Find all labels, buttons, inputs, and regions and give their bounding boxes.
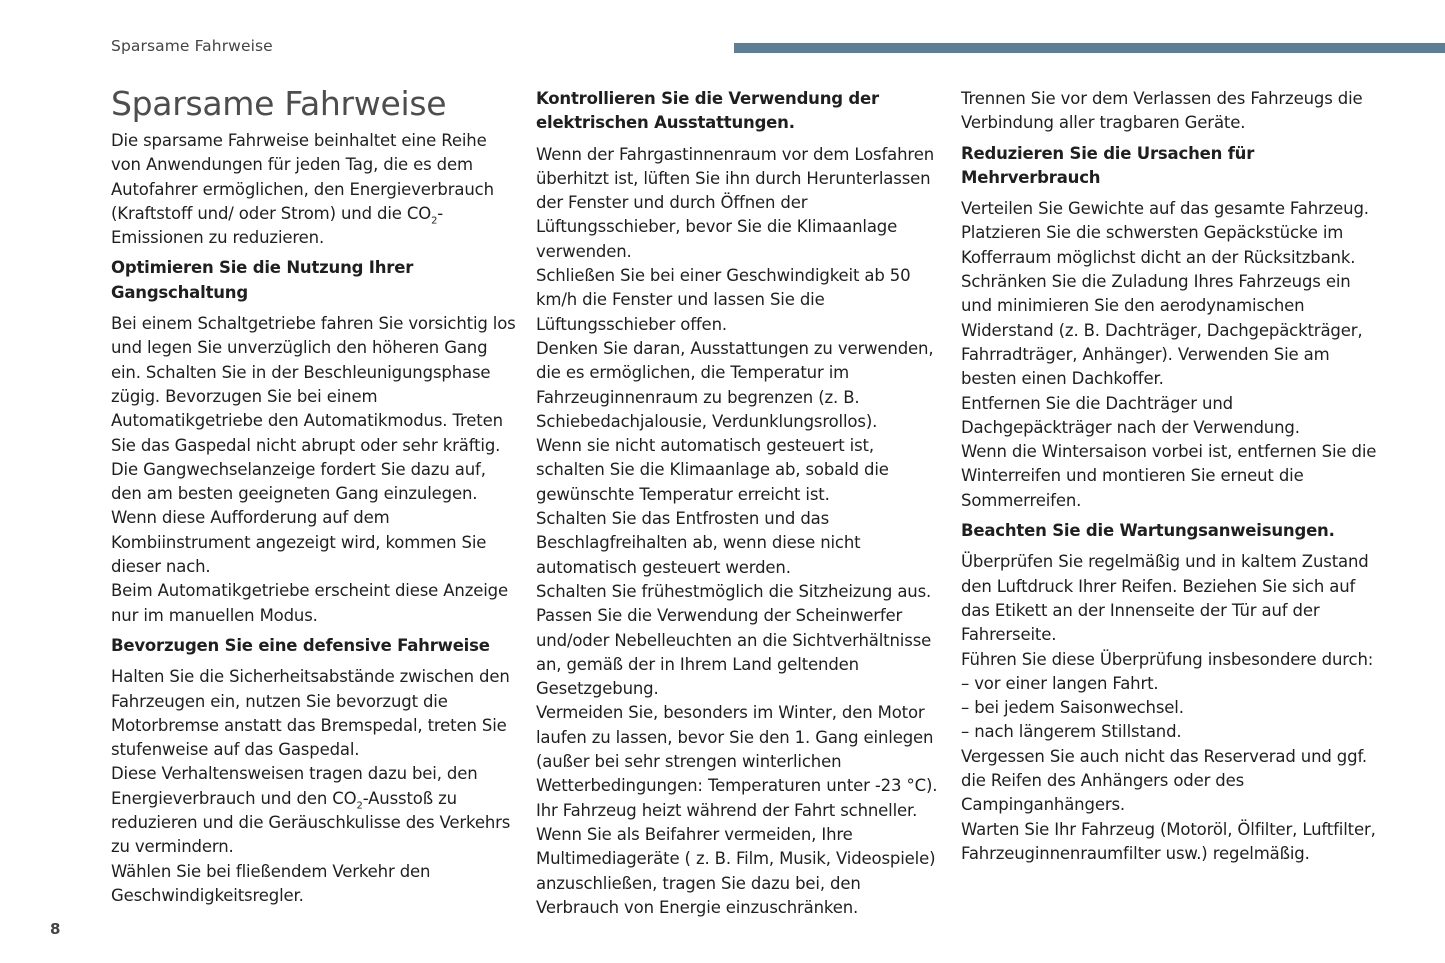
paragraph: Trennen Sie vor dem Verlassen des Fahrzeugs die Verbindung aller tragbaren Geräte. bbox=[961, 89, 1363, 133]
paragraph: Schalten Sie frühestmöglich die Sitzheizung aus. bbox=[536, 581, 932, 601]
section-heading-defensive: Bevorzugen Sie eine defensive Fahrweise bbox=[111, 635, 490, 655]
paragraph: Wenn Sie als Beifahrer vermeiden, Ihre Multimediageräte ( z. B. Film, Musik, Videospiele) anzuschließen, tragen Sie dazu bei, den Verbrauch von Energie einzuschränken. bbox=[536, 824, 936, 917]
paragraph: Schalten Sie das Entfrosten und das Beschlagfreihalten ab, wenn diese nicht automatisch gesteuert werden. bbox=[536, 509, 861, 577]
paragraph: Entfernen Sie die Dachträger und Dachgepäckträger nach der Verwendung. bbox=[961, 393, 1300, 437]
paragraph: Wenn sie nicht automatisch gesteuert ist, schalten Sie die Klimaanlage ab, sobald die gewünschte Temperatur erreicht ist. bbox=[536, 436, 889, 504]
section-heading-gear: Optimieren Sie die Nutzung Ihrer Gangschaltung bbox=[111, 258, 414, 302]
paragraph: Passen Sie die Verwendung der Scheinwerfer und/oder Nebelleuchten an die Sichtverhältnisse an, gemäß der in Ihrem Land geltenden Gesetzgebung. bbox=[536, 606, 932, 699]
header-accent-bar bbox=[734, 43, 1445, 53]
paragraph: Wenn der Fahrgastinnenraum vor dem Losfahren überhitzt ist, lüften Sie ihn durch Herunterlassen der Fenster und durch Öffnen der Lüftungsschieber, bevor Sie die Klimaanlage verwenden. bbox=[536, 144, 935, 261]
column-2 bbox=[536, 84, 946, 920]
section-heading-consumption: Reduzieren Sie die Ursachen für Mehrverbrauch bbox=[961, 143, 1255, 187]
paragraph: Bei einem Schaltgetriebe fahren Sie vorsichtig los und legen Sie unverzüglich den höheren Gang ein. Schalten Sie in der Beschleunigungsphase zügig. Bevorzugen Sie bei einem Automatikgetriebe den Automatikmodus. Treten Sie das Gaspedal nicht abrupt oder sehr kräftig. bbox=[111, 314, 516, 455]
co2-text-end: -Ausstoß zu reduzieren und die Geräuschkulisse des Verkehrs zu vermindern. bbox=[111, 788, 511, 857]
intro-subscript: 2 bbox=[431, 215, 438, 227]
paragraph: Schränken Sie die Zuladung Ihres Fahrzeugs ein und minimieren Sie den aerodynamischen Widerstand (z. B. Dachträger, Dachgepäckträger, Fahrradträger, Anhänger). Verwenden Sie am besten einen Dachkoffer. bbox=[961, 272, 1363, 389]
paragraph: Wenn die Wintersaison vorbei ist, entfernen Sie die Winterreifen und montieren Sie erneut die Sommerreifen. bbox=[961, 442, 1377, 510]
paragraph: Denken Sie daran, Ausstattungen zu verwenden, die es ermöglichen, die Temperatur im Fahrzeuginnenraum zu begrenzen (z. B. Schiebedachjalousie, Verdunklungsrollos). bbox=[536, 338, 934, 431]
page-number: 8 bbox=[50, 920, 61, 938]
intro-paragraph bbox=[111, 129, 521, 250]
paragraph: Schließen Sie bei einer Geschwindigkeit ab 50 km/h die Fenster und lassen Sie die Lüftungsschieber offen. bbox=[536, 266, 911, 334]
paragraph: Beim Automatikgetriebe erscheint diese Anzeige nur im manuellen Modus. bbox=[111, 581, 508, 625]
paragraph: Die Gangwechselanzeige fordert Sie dazu auf, den am besten geeigneten Gang einzulegen. Wenn diese Aufforderung auf dem Kombiinstrument angezeigt wird, kommen Sie dieser nach. bbox=[111, 459, 487, 577]
list-item: – bei jedem Saisonwechsel. bbox=[961, 698, 1184, 718]
paragraph: Ihr Fahrzeug heizt während der Fahrt schneller. bbox=[536, 800, 918, 820]
list-item: – nach längerem Stillstand. bbox=[961, 722, 1182, 742]
section-heading-electrical: Kontrollieren Sie die Verwendung der elektrischen Ausstattungen. bbox=[536, 89, 879, 133]
column-1 bbox=[111, 84, 521, 908]
paragraph: Warten Sie Ihr Fahrzeug (Motoröl, Ölfilter, Luftfilter, Fahrzeuginnenraumfilter usw.) regelmäßig. bbox=[961, 819, 1376, 863]
page-title: Sparsame Fahrweise bbox=[111, 84, 447, 123]
co2-subscript: 2 bbox=[356, 800, 363, 812]
co2-text-start: Diese Verhaltensweisen tragen dazu bei, den Energieverbrauch und den CO bbox=[111, 764, 478, 808]
section-heading-maintenance: Beachten Sie die Wartungsanweisungen. bbox=[961, 521, 1335, 541]
paragraph: Vergessen Sie auch nicht das Reserverad und ggf. die Reifen des Anhängers oder des Campinganhängers. bbox=[961, 746, 1368, 815]
paragraph: Wählen Sie bei fließendem Verkehr den Geschwindigkeitsregler. bbox=[111, 861, 431, 905]
paragraph: Halten Sie die Sicherheitsabstände zwischen den Fahrzeugen ein, nutzen Sie bevorzugt die Motorbremse anstatt das Bremspedal, treten Sie stufenweise auf das Gaspedal. bbox=[111, 667, 510, 760]
column-3 bbox=[961, 84, 1381, 866]
intro-text-start: Die sparsame Fahrweise beinhaltet eine Reihe von Anwendungen für jeden Tag, die es dem Autofahrer ermöglichen, den Energieverbrauch (Kraftstoff und/ oder Strom) und die CO bbox=[111, 131, 494, 223]
intro-text-end: -Emissionen zu reduzieren. bbox=[111, 203, 444, 248]
running-header-title: Sparsame Fahrweise bbox=[111, 37, 273, 55]
list-item: – vor einer langen Fahrt. bbox=[961, 673, 1159, 693]
co2-paragraph bbox=[111, 762, 521, 859]
paragraph: Überprüfen Sie regelmäßig und in kaltem Zustand den Luftdruck Ihrer Reifen. Beziehen Sie sich auf das Etikett an der Innenseite der Tür auf der Fahrerseite. bbox=[961, 552, 1369, 645]
paragraph: Verteilen Sie Gewichte auf das gesamte Fahrzeug. Platzieren Sie die schwersten Gepäckstücke im Kofferraum möglichst dicht an der Rücksitzbank. bbox=[961, 199, 1369, 267]
paragraph: Führen Sie diese Überprüfung insbesondere durch: bbox=[961, 649, 1374, 669]
paragraph: Vermeiden Sie, besonders im Winter, den Motor laufen zu lassen, bevor Sie den 1. Gang einlegen (außer bei sehr strengen winterlichen Wetterbedingungen: Temperaturen unter -23 °C). bbox=[536, 703, 938, 796]
